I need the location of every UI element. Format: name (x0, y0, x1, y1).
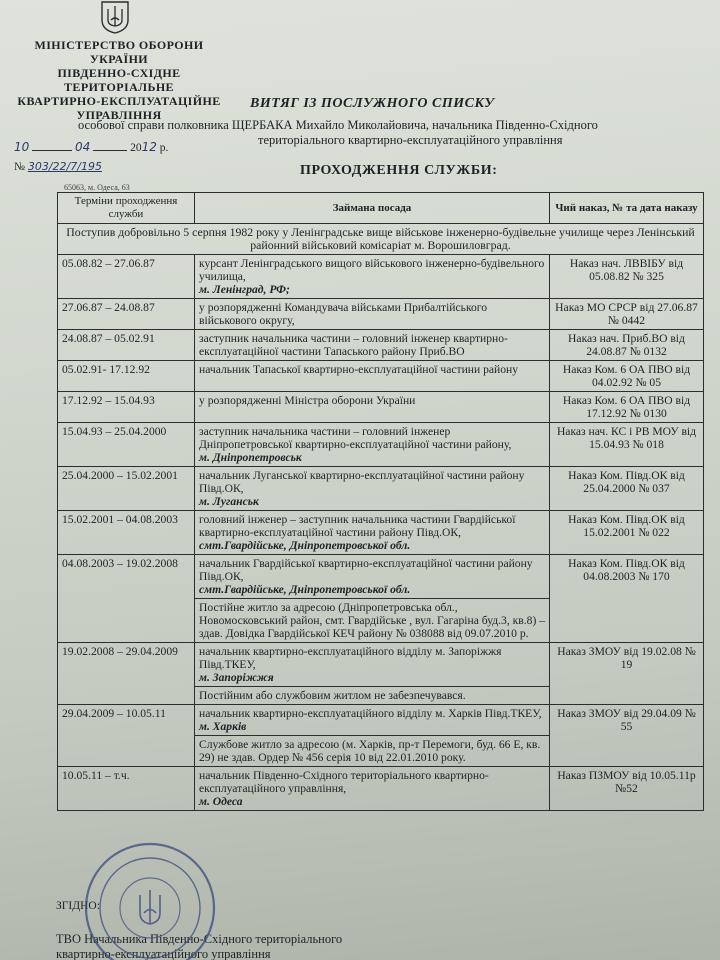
approval-label: ЗГІДНО: (56, 900, 100, 912)
row-position (195, 643, 550, 687)
row-order: Наказ нач. Приб.ВО від 24.08.87 № 0132 (550, 330, 704, 361)
table-row (58, 361, 704, 392)
position-text: у розпорядженні Міністра оборони України (199, 394, 416, 407)
ministry-line: УКРАЇНИ (89, 52, 149, 66)
table-row (58, 423, 704, 467)
row-housing-note: Постійним або службовим житлом не забезпечувався. (195, 687, 550, 705)
row-period: 19.02.2008 – 29.04.2009 (58, 643, 195, 705)
row-period: 05.08.82 – 27.06.87 (58, 255, 195, 299)
subject-text (78, 118, 698, 148)
position-city: смт.Гвардійське, Дніпропетровської обл. (199, 583, 411, 596)
row-order: Наказ Ком. 6 ОА ПВО від 04.02.92 № 05 (550, 361, 704, 392)
header-position: Займана посада (195, 193, 550, 224)
date-month: 04 (75, 140, 91, 154)
table-row (58, 392, 704, 423)
row-period: 17.12.92 – 15.04.93 (58, 392, 195, 423)
header-period: Терміни проходження служби (58, 193, 195, 224)
row-housing-note: Постійне житло за адресою (Дніпропетровська обл., Новомосковський район, смт. Гвардійське , вул. Гагаріна буд.3, кв.8) – здав. Довідка Гвардійської КЕЧ району № 038088 від 09.07.2010 р. (195, 599, 550, 643)
position-text: у розпорядженні Командувача військами Прибалтійського військового округу, (199, 301, 488, 327)
position-text: начальник Південно-Східного територіального квартирно-експлуатаційного управління, (199, 769, 489, 795)
row-position (195, 299, 550, 330)
registration-prefix: № (14, 161, 25, 173)
position-text: курсант Ленінградського вищого військового інженерно-будівельного училища, (199, 257, 545, 283)
table-row (58, 643, 704, 687)
ministry-header (14, 38, 224, 122)
ministry-line: КВАРТИРНО-ЕКСПЛУАТАЦІЙНЕ (17, 94, 221, 108)
header-order: Чий наказ, № та дата наказу (550, 193, 704, 224)
row-period: 15.02.2001 – 04.08.2003 (58, 511, 195, 555)
ministry-line: ПІВДЕННО-СХІДНЕ (57, 66, 181, 80)
row-order: Наказ Ком. Півд.ОК від 15.02.2001 № 022 (550, 511, 704, 555)
row-order: Наказ Ком. Півд.ОК від 25.04.2000 № 037 (550, 467, 704, 511)
subject-line: територіального квартирно-експлуатаційного управління (258, 133, 563, 147)
date-year-prefix: 20 (130, 142, 142, 154)
trident-emblem-icon (98, 0, 132, 34)
row-order: Наказ ПЗМОУ від 10.05.11р №52 (550, 767, 704, 811)
row-position (195, 423, 550, 467)
position-text: начальник квартирно-експлуатаційного відділу м. Харків Півд.ТКЕУ, (199, 707, 542, 720)
position-text: заступник начальника частини – головний інженер Дніпропетровської квартирно-експлуатаційної частини району, (199, 425, 512, 451)
document-title: ВИТЯГ ІЗ ПОСЛУЖНОГО СПИСКУ (250, 96, 495, 111)
row-position (195, 767, 550, 811)
row-period: 29.04.2009 – 10.05.11 (58, 705, 195, 767)
signatory-line: ТВО Начальника Південно-Східного територіального (56, 932, 343, 946)
row-position (195, 255, 550, 299)
row-position (195, 467, 550, 511)
section-title: ПРОХОДЖЕННЯ СЛУЖБИ: (300, 163, 498, 178)
table-row (58, 511, 704, 555)
row-position (195, 330, 550, 361)
row-period: 04.08.2003 – 19.02.2008 (58, 555, 195, 643)
position-city: м. Харків (199, 720, 247, 733)
ministry-line: УПРАВЛІННЯ (76, 108, 162, 122)
subject-line: особової справи полковника ЩЕРБАКА Михайло Миколайовича, начальника Південно-Східного (78, 118, 598, 132)
position-text: заступник начальника частини – головний інженер квартирно-експлуатаційної частини Тапаського району Приб.ВО (199, 332, 508, 358)
position-city: м. Запоріжжя (199, 671, 274, 684)
table-row (58, 330, 704, 361)
row-position (195, 392, 550, 423)
position-city: смт.Гвардійське, Дніпропетровської обл. (199, 539, 411, 552)
row-order: Наказ ЗМОУ від 29.04.09 № 55 (550, 705, 704, 767)
table-row (58, 555, 704, 599)
row-period: 10.05.11 – т.ч. (58, 767, 195, 811)
position-city: м. Луганськ (199, 495, 259, 508)
row-order: Наказ ЗМОУ від 19.02.08 № 19 (550, 643, 704, 705)
position-city: м. Одеса (199, 795, 243, 808)
table-row (58, 467, 704, 511)
position-text: начальник квартирно-експлуатаційного відділу м. Запоріжжя Півд.ТКЕУ, (199, 645, 502, 671)
row-position (195, 361, 550, 392)
signatory-line: квартирно-експлуатаційного управління (56, 947, 271, 960)
registration-number: 303/22/7/195 (27, 160, 102, 173)
registration-line (14, 160, 102, 173)
position-text: начальник Луганської квартирно-експлуатаційної частини району Півд.ОК, (199, 469, 525, 495)
row-order: Наказ Ком. Півд.ОК від 04.08.2003 № 170 (550, 555, 704, 643)
row-position (195, 511, 550, 555)
row-position (195, 705, 550, 736)
position-text: начальник Тапаської квартирно-експлуатаційної частини району (199, 363, 519, 376)
date-year: 12 (141, 140, 157, 154)
position-city: м. Ленінград, РФ; (199, 283, 290, 296)
date-day: 10 (14, 140, 30, 154)
service-history-table (57, 192, 704, 811)
intro-row (58, 224, 704, 255)
row-order: Наказ нач. КС і РВ МОУ від 15.04.93 № 018 (550, 423, 704, 467)
table-row (58, 255, 704, 299)
date-suffix: р. (159, 142, 169, 154)
table-row (58, 705, 704, 736)
row-order: Наказ Ком. 6 ОА ПВО від 17.12.92 № 0130 (550, 392, 704, 423)
round-seal-icon (80, 838, 220, 960)
position-text: начальник Гвардійської квартирно-експлуатаційної частини району Півд.ОК, (199, 557, 533, 583)
ministry-line: ТЕРИТОРІАЛЬНЕ (64, 80, 174, 94)
intro-text: Поступив добровільно 5 серпня 1982 року у Ленінградське вище військове інженерно-будівельне училище через Ленінський районний військовий комісаріат м. Ворошиловград. (58, 224, 704, 255)
row-period: 25.04.2000 – 15.02.2001 (58, 467, 195, 511)
date-line (14, 140, 168, 154)
stamp-address: 65063, м. Одеса, 63 (64, 183, 130, 192)
ministry-line: МІНІСТЕРСТВО ОБОРОНИ (34, 38, 204, 52)
row-order: Наказ МО СРСР від 27.06.87 № 0442 (550, 299, 704, 330)
row-order: Наказ нач. ЛВВІБУ від 05.08.82 № 325 (550, 255, 704, 299)
row-position (195, 555, 550, 599)
table-row (58, 767, 704, 811)
row-period: 24.08.87 – 05.02.91 (58, 330, 195, 361)
table-row (58, 299, 704, 330)
position-city: м. Дніпропетровськ (199, 451, 302, 464)
row-period: 27.06.87 – 24.08.87 (58, 299, 195, 330)
row-housing-note: Службове житло за адресою (м. Харків, пр-т Перемоги, буд. 66 Е, кв. 29) не здав. Ордер № 456 серія 10 від 22.01.2010 року. (195, 736, 550, 767)
position-text: головний інженер – заступник начальника частини Гвардійської квартирно-експлуатаційної частини району Півд.ОК, (199, 513, 516, 539)
table-header-row (58, 193, 704, 224)
row-period: 05.02.91- 17.12.92 (58, 361, 195, 392)
row-period: 15.04.93 – 25.04.2000 (58, 423, 195, 467)
